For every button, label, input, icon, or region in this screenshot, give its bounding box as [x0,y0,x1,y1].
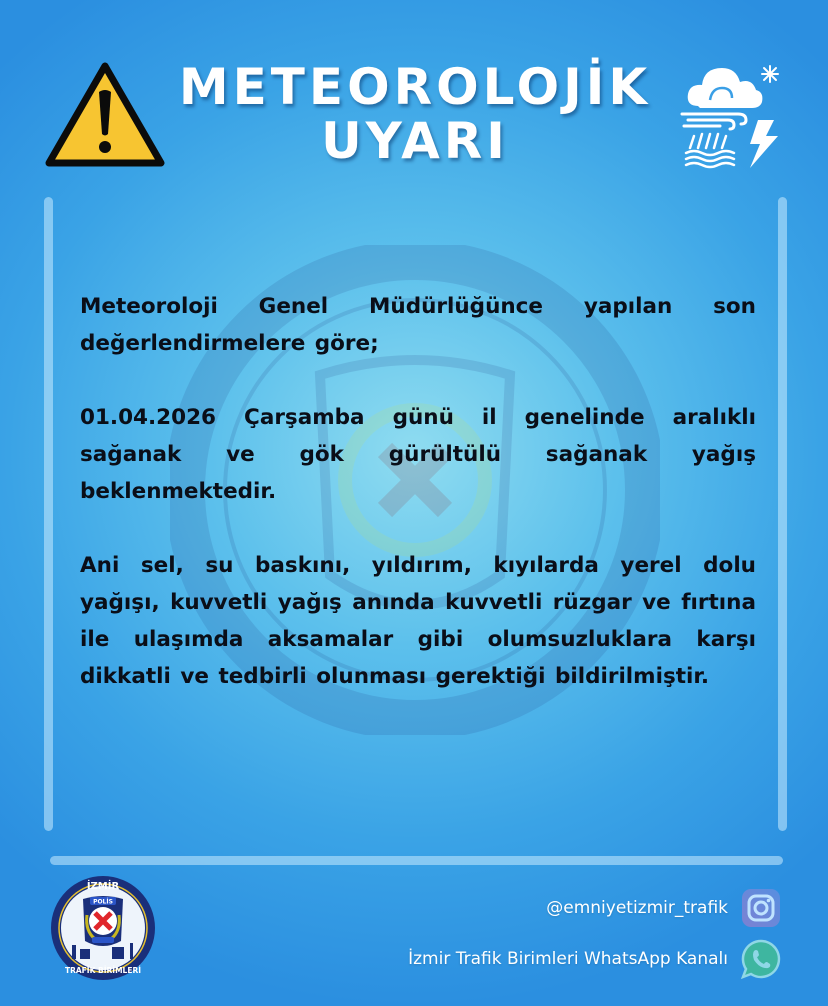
svg-text:İZMİR: İZMİR [86,881,120,892]
instagram-icon[interactable] [740,887,782,929]
instagram-link[interactable] [546,887,782,929]
whatsapp-channel-link[interactable] [408,938,782,980]
header [0,0,828,190]
footer-divider [50,856,783,865]
whatsapp-icon[interactable] [740,938,782,980]
paragraph-forecast: 01.04.2026 Çarşamba günü il genelinde aralıklı sağanak ve gök gürültülü sağanak yağış beklenmektedir. [80,405,756,504]
izmir-traffic-police-logo [50,875,156,981]
paragraph-intro: Meteoroloji Genel Müdürlüğünce yapılan son değerlendirmelere göre; [80,294,756,356]
whatsapp-channel-label[interactable]: İzmir Trafik Birimleri WhatsApp Kanalı [408,949,728,969]
instagram-handle[interactable]: @emniyetizmir_trafik [546,898,728,918]
paragraph-warning: Ani sel, su baskını, yıldırım, kıyılarda yerel dolu yağışı, kuvvetli yağış anında kuvvetli rüzgar ve fırtına ile ulaşımda aksamalar gibi olumsuzluklara karşı dikkatli ve tedbirli olunması gerektiği bildirilmiştir. [80,553,756,689]
title-line-1: METEOROLOJİK [178,58,652,116]
warning-triangle-icon [44,60,166,170]
frame-right-bar [778,197,787,831]
title-line-2: UYARI [321,112,509,170]
frame-left-bar [44,197,53,831]
svg-text:TRAFİK BİRİMLERİ: TRAFİK BİRİMLERİ [64,966,142,975]
svg-text:POLİS: POLİS [93,898,113,906]
storm-weather-icon [680,56,790,171]
alert-body [80,288,756,732]
